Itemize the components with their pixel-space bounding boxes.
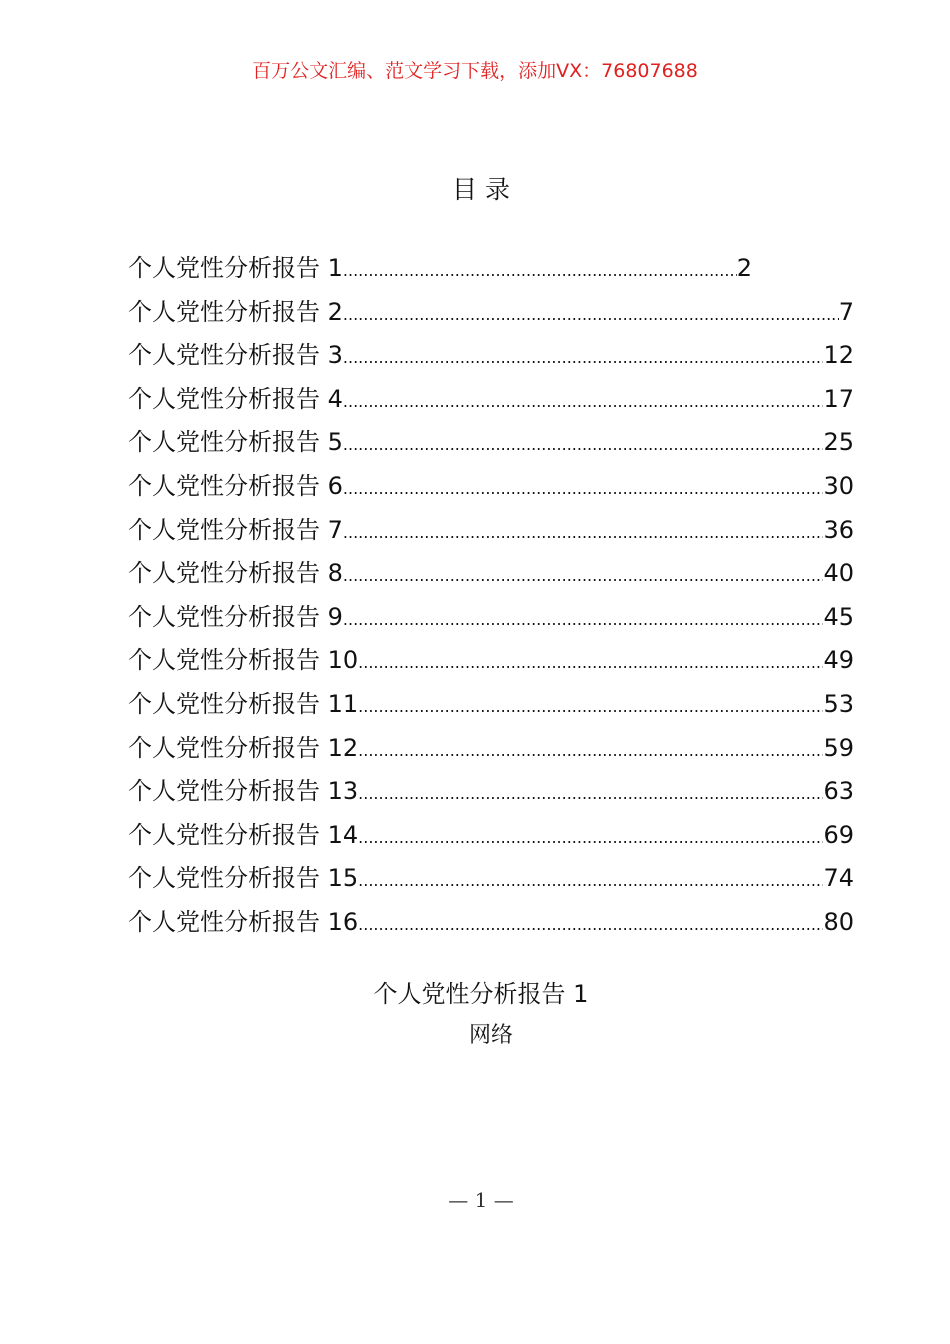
toc-entry-label: 个人党性分析报告 2 (128, 297, 343, 326)
toc-entry-label: 个人党性分析报告 8 (128, 559, 343, 588)
toc-dot-leader (343, 421, 824, 465)
toc-entry[interactable] (128, 814, 854, 858)
toc-dot-leader (358, 857, 823, 901)
toc-entry[interactable] (128, 552, 854, 596)
toc-entry-label: 个人党性分析报告 5 (128, 428, 343, 457)
toc-dot-leader (343, 509, 824, 553)
toc-entry[interactable] (128, 247, 752, 291)
toc-entry-page: 53 (823, 689, 854, 718)
toc-entry[interactable] (128, 639, 854, 683)
toc-entry-label: 个人党性分析报告 4 (128, 384, 343, 413)
toc-entry-page: 69 (823, 820, 854, 849)
toc-entry[interactable] (128, 421, 854, 465)
toc-entry-page: 59 (823, 733, 854, 762)
toc-entry[interactable] (128, 509, 854, 553)
toc-entry-page: 17 (823, 384, 854, 413)
toc-entry-page: 2 (736, 254, 752, 282)
toc-dot-leader (343, 378, 824, 422)
toc-dot-leader (358, 727, 823, 771)
toc-title: 目 录 (452, 175, 510, 204)
toc-entry[interactable] (128, 727, 854, 771)
header-banner: 百万公文汇编、范文学习下载，添加VX：76807688 (252, 60, 698, 82)
toc-dot-leader (343, 334, 824, 378)
toc-entry[interactable] (128, 334, 854, 378)
toc-entry-page: 74 (823, 864, 854, 893)
toc-dot-leader (358, 683, 823, 727)
toc-dot-leader (343, 291, 839, 335)
toc-entry[interactable] (128, 857, 854, 901)
toc-entry[interactable] (128, 378, 854, 422)
toc-entry[interactable] (128, 901, 854, 945)
toc-entry[interactable] (128, 770, 854, 814)
toc-dot-leader (358, 770, 823, 814)
toc-entry-page: 12 (823, 341, 854, 370)
toc-entry[interactable] (128, 291, 854, 335)
toc-entry[interactable] (128, 465, 854, 509)
section-author: 网络 (468, 1023, 513, 1048)
toc-entry-label: 个人党性分析报告 16 (128, 907, 359, 936)
toc-entry-page: 30 (823, 471, 854, 500)
toc-entry-label: 个人党性分析报告 14 (128, 820, 359, 849)
toc-dot-leader (343, 465, 824, 509)
toc-entry-page: 7 (838, 297, 854, 326)
toc-dot-leader (343, 552, 824, 596)
toc-dot-leader (343, 596, 824, 640)
toc-entry[interactable] (128, 596, 854, 640)
toc-entry-page: 40 (823, 559, 854, 588)
toc-entry-page: 80 (823, 907, 854, 936)
toc-entry-label: 个人党性分析报告 9 (128, 602, 343, 631)
toc-entry-page: 36 (823, 515, 854, 544)
section-title: 个人党性分析报告 1 (373, 980, 589, 1008)
toc-entry-label: 个人党性分析报告 11 (128, 689, 359, 718)
toc-dot-leader (358, 901, 823, 945)
toc-entry[interactable] (128, 683, 854, 727)
toc-entry-label: 个人党性分析报告 10 (128, 646, 359, 675)
toc-entry-label: 个人党性分析报告 15 (128, 864, 359, 893)
toc-dot-leader (343, 247, 737, 291)
toc-entry-page: 45 (823, 602, 854, 631)
toc-entry-label: 个人党性分析报告 3 (128, 341, 343, 370)
toc-entry-page: 25 (823, 428, 854, 457)
toc-entry-label: 个人党性分析报告 7 (128, 515, 343, 544)
table-of-contents (128, 247, 854, 945)
toc-dot-leader (358, 639, 823, 683)
toc-entry-label: 个人党性分析报告 12 (128, 733, 359, 762)
page-number: — 1 — (448, 1188, 514, 1212)
toc-dot-leader (358, 814, 823, 858)
toc-entry-page: 49 (823, 646, 854, 675)
toc-entry-page: 63 (823, 777, 854, 806)
toc-entry-label: 个人党性分析报告 6 (128, 471, 343, 500)
toc-entry-label: 个人党性分析报告 1 (128, 254, 343, 282)
toc-entry-label: 个人党性分析报告 13 (128, 777, 359, 806)
